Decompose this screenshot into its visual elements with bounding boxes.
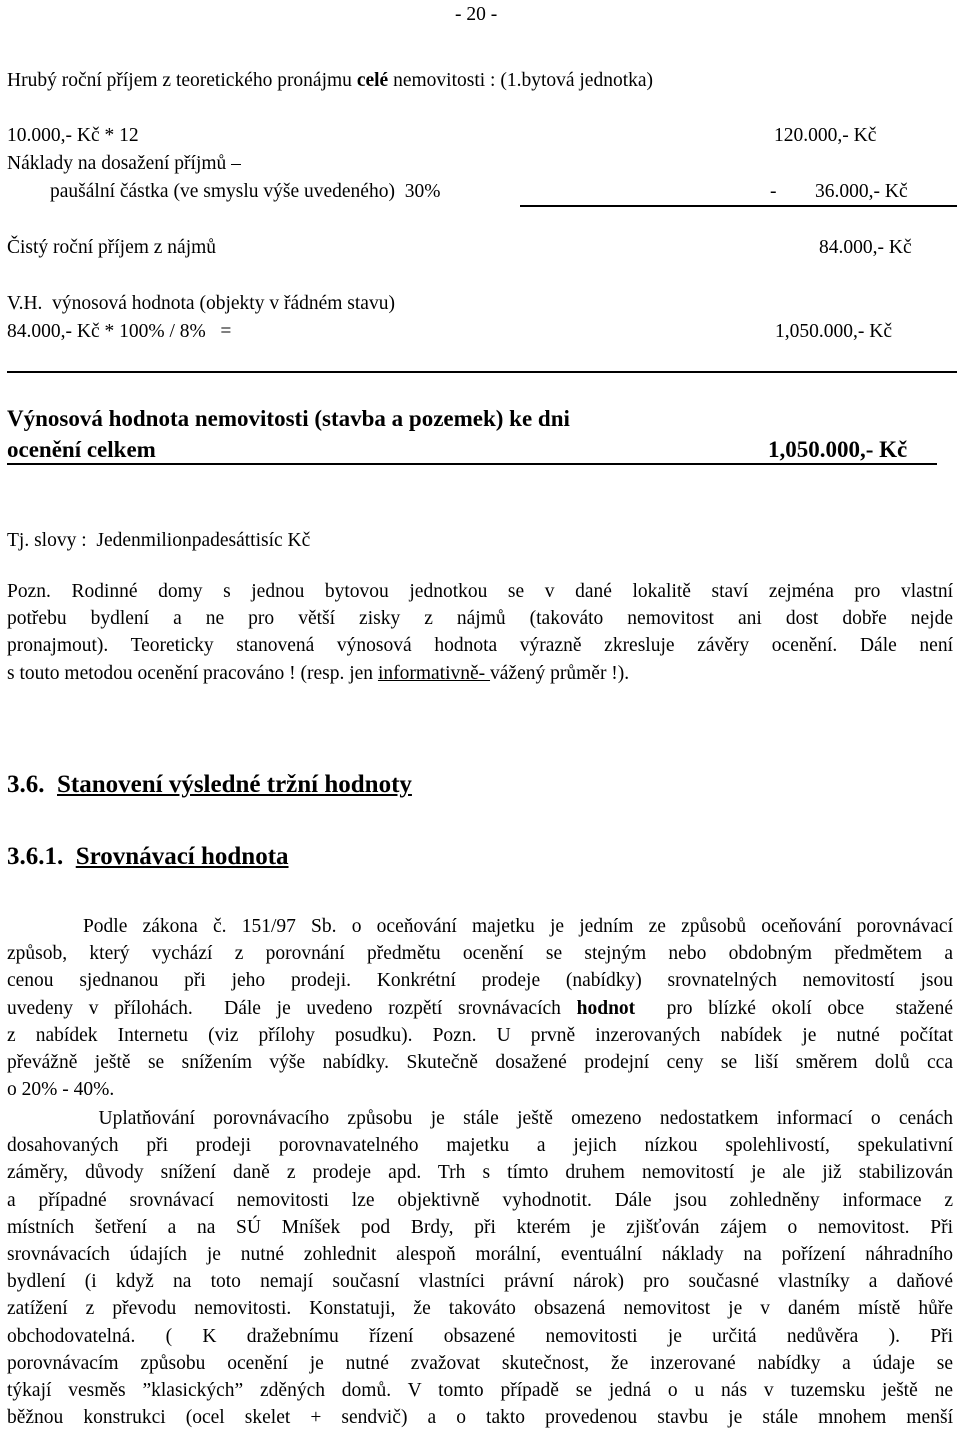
rent-calc-value: 120.000,- Kč xyxy=(774,125,877,146)
costs-label: Náklady na dosažení příjmů – xyxy=(7,153,241,174)
method-paragraph xyxy=(7,1105,953,1431)
para2-line: srovnávacích údajích je nutné zohlednit alespoň morální, eventuální náklady na pořízení náhradního xyxy=(7,1243,953,1265)
heading-3-6-title: Stanovení výsledné tržní hodnoty xyxy=(57,771,412,798)
rent-calc-label: 10.000,- Kč * 12 xyxy=(7,125,139,146)
flat-rate-sign: - xyxy=(770,181,777,202)
summary-title-line2: ocenění celkem xyxy=(7,437,156,462)
para1-line: Podle zákona č. 151/97 Sb. o oceňování majetku je jedním ze způsobů oceňování porovnávací xyxy=(7,916,953,937)
income-title-pre: Hrubý roční příjem z teoretického pronájmu xyxy=(7,70,357,91)
para1-line: způsob, který vychází z porovnání předmětu ocenění se stejným nebo obdobným předmětem a xyxy=(7,943,953,965)
para1-line xyxy=(7,995,953,1022)
comparison-paragraph xyxy=(7,913,953,1103)
para2-line: běžnou konstrukci (ocel skelet + sendvič) a o takto provedenou stavbu je stále mnohem menší xyxy=(7,1407,953,1429)
para2-line: zatížení z převodu nemovitosti. Konstatuji, že takováto obsazená nemovitost je v daném místě hůře xyxy=(7,1298,953,1320)
page-number: - 20 - xyxy=(455,4,498,25)
summary-title-line1: Výnosová hodnota nemovitosti (stavba a pozemek) ke dni xyxy=(7,406,570,431)
summary-value: 1,050.000,- Kč xyxy=(768,437,908,462)
para2-line: porovnávacím způsobu ocenění je nutné zvažovat skutečnost, že inzerované nabídky a údaje se xyxy=(7,1352,953,1374)
section-rule xyxy=(7,371,957,373)
vh-value: 1,050.000,- Kč xyxy=(775,321,892,342)
heading-3-6-1 xyxy=(7,843,289,871)
words-label: Tj. slovy : xyxy=(7,530,87,551)
words-value: Jedenmilionpadesáttisíc Kč xyxy=(96,530,311,551)
para1-line: z nabídek Internetu (viz přílohy posudku). Pozn. U prvně inzerovaných nabídek je nutné počítat xyxy=(7,1024,953,1046)
heading-3-6 xyxy=(7,771,412,799)
heading-3-6-1-number: 3.6.1. xyxy=(7,843,64,870)
note-last-underlined: informativně- xyxy=(377,662,491,684)
note-last-post: vážený průměr !). xyxy=(490,662,630,684)
para2-line: a případné srovnávací nemovitosti lze objektivně vyhodnotit. Dále jsou zohledněny informace z xyxy=(7,1189,953,1211)
para2-line: Uplatňování porovnávacího způsobu je stále ještě omezeno nedostatkem informací o cenách xyxy=(7,1108,953,1129)
net-income-value: 84.000,- Kč xyxy=(819,237,912,258)
note-line-last xyxy=(7,660,953,687)
income-title xyxy=(7,69,653,93)
para2-line: dosahovaných při prodeji porovnavatelného majetku a jejich nízkou spolehlivostí, spekulativní xyxy=(7,1135,953,1157)
vh-formula: 84.000,- Kč * 100% / 8% = xyxy=(7,321,232,342)
para2-line: záměry, důvody snížení daně z prodeje apd. Trh s tímto druhem nemovitostí je ale již stabilizován xyxy=(7,1162,953,1184)
income-title-post: nemovitosti : (1.bytová jednotka) xyxy=(388,70,654,91)
para1-line: cenou sjednanou při jeho prodeji. Konkrétní prodeje (nabídky) srovnatelných nemovitostí jsou xyxy=(7,970,953,992)
summary-underline xyxy=(7,463,937,465)
vh-label: V.H. výnosová hodnota (objekty v řádném stavu) xyxy=(7,293,395,314)
para1-line4-pre: uvedeny v přílohách. Dále je uvedeno rozpětí srovnávacích xyxy=(7,997,577,1019)
para2-line: týkají vesměs ”klasických” zděných domů. V tomto případě se jedná o u nás v tuzemsku ještě ne xyxy=(7,1379,953,1401)
heading-3-6-number: 3.6. xyxy=(7,771,45,798)
note-last-pre: s touto metodou ocenění pracováno ! (resp. jen xyxy=(7,662,378,684)
para1-line-last: o 20% - 40%. xyxy=(7,1079,115,1101)
para1-line4-post: pro blízké okolí obce stažené xyxy=(635,997,953,1019)
heading-3-6-1-title: Srovnávací hodnota xyxy=(75,843,289,870)
flat-rate-value: 36.000,- Kč xyxy=(815,181,908,202)
para1-line: převážně ještě se snížením výše nabídky. Skutečně dosažené prodejní ceny se liší směrem dolů cca xyxy=(7,1051,953,1073)
para2-line: obchodovatelná. ( K dražebnímu řízení obsazené nemovitosti je určitá nedůvěra ). Při xyxy=(7,1325,953,1347)
note-line: Pozn. Rodinné domy s jednou bytovou jednotkou se v dané lokalitě staví zejména pro vlastní xyxy=(7,581,953,602)
net-income-label: Čistý roční příjem z nájmů xyxy=(7,237,217,258)
para2-line: bydlení (i když na toto nemají současní vlastníci právní nárok) pro současné vlastníky a daňové xyxy=(7,1271,953,1293)
para1-line4-bold: hodnot xyxy=(576,997,636,1019)
note-line: pronajmout). Teoreticky stanovená výnosová hodnota výrazně zkresluje závěry ocenění. Dále není xyxy=(7,635,953,657)
note-paragraph xyxy=(7,578,953,687)
subtotal-rule xyxy=(520,205,957,207)
para2-line: místních šetření a na SÚ Mníšek pod Brdy, při kterém je zjišťován zájem o nemovitost. Při xyxy=(7,1216,953,1238)
words-line xyxy=(7,529,310,553)
income-title-bold: celé xyxy=(356,70,389,91)
flat-rate-label: paušální částka (ve smyslu výše uvedeného) 30% xyxy=(50,181,441,202)
note-line: potřebu bydlení a ne pro větší zisky z nájmů (takováto nemovitost ani dost dobře nejde xyxy=(7,608,953,630)
